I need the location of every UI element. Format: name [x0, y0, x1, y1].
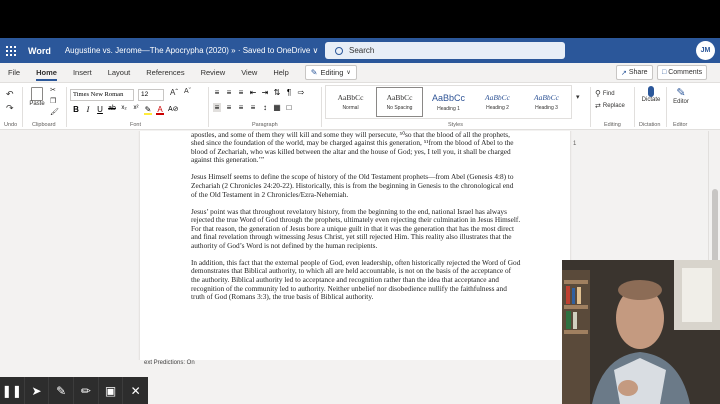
style-preview: AaBbCc	[485, 93, 510, 102]
divider	[22, 87, 23, 127]
divider	[590, 87, 591, 127]
editor-icon: ✎	[676, 87, 686, 99]
undo-icon[interactable]: ↶	[6, 89, 14, 99]
cut-icon[interactable]: ✂	[50, 87, 56, 94]
grow-font-icon[interactable]: Aˆ	[170, 88, 178, 97]
dictate-button[interactable]	[638, 86, 664, 103]
style-name: Heading 2	[486, 105, 509, 111]
comments-label: Comments	[668, 69, 703, 76]
paragraph-row-1	[213, 88, 305, 97]
webcam-feed	[562, 260, 720, 404]
document-title[interactable]: Augustine vs. Jerome—The Apocrypha (2020) » · Saved to OneDrive ∨	[64, 46, 319, 55]
pointer-icon[interactable]: ➤	[25, 377, 50, 404]
chevron-down-icon: ∨	[346, 70, 351, 76]
divider	[666, 87, 667, 127]
avatar[interactable]: JM	[696, 41, 715, 60]
style-heading-3[interactable]	[522, 86, 571, 118]
style-preview: AaBbCc	[431, 92, 466, 103]
paste-button[interactable]	[28, 87, 46, 107]
justify-icon[interactable]: ≡	[250, 103, 256, 112]
tab-references[interactable]: References	[146, 68, 185, 77]
style-name: Heading 3	[535, 105, 558, 111]
decrease-indent-icon[interactable]: ⇤	[249, 88, 257, 97]
document-body[interactable]	[191, 131, 521, 310]
clear-formatting-icon[interactable]: A⊘	[168, 106, 179, 113]
tab-help[interactable]: Help	[273, 68, 289, 77]
line-spacing-icon[interactable]: ↕	[263, 103, 267, 112]
comments-button[interactable]	[657, 65, 707, 80]
font-name-select[interactable]: Times New Roman	[70, 89, 134, 101]
bullets-icon[interactable]: ≡	[214, 88, 220, 97]
format-painter-icon[interactable]: 🖌	[50, 109, 59, 116]
highlight-icon[interactable]: ✎	[144, 105, 152, 114]
editing-mode-button[interactable]	[305, 65, 357, 80]
paragraph[interactable]: Jesus’ point was that throughout revelatory history, from the beginning to the end, national Israel has always rejected the true Word of God through the prophets, ultimately even rejecting their culmination in Jesus Himself. For that reason, the generation of Jesus bore a unique guilt in that it was the generation that has the most direct and final revelation through witnessing Jesus Christ, yet still rejected Him. This reality also illustrates that the authority of God’s Word is not defined by the human recipients.	[191, 206, 521, 250]
style-name: Normal	[342, 105, 359, 111]
share-button[interactable]	[616, 65, 653, 80]
sort-icon[interactable]: ⇅	[273, 88, 281, 97]
editing-group-label: Editing	[604, 122, 621, 128]
style-preview: AaBbCc	[386, 93, 413, 102]
paragraph[interactable]: Jesus Himself seems to define the scope of history of the Old Testament prophets—from Abel (Genesis 4:8) to Zechariah (2 Chronicles 24:20-22). Historically, this is from the beginning in Genesis to the chronological end of the Old Testament in 2 Chronicles/Ezra-Nehemiah.	[191, 172, 514, 199]
waffle-icon	[6, 46, 16, 56]
clipboard-icon	[31, 87, 43, 101]
copy-icon[interactable]: ❐	[50, 98, 57, 105]
replace-label: Replace	[602, 103, 625, 109]
shrink-font-icon[interactable]: Aˇ	[184, 88, 191, 95]
multilevel-list-icon[interactable]: ≡	[238, 88, 244, 97]
find-button[interactable]	[595, 89, 615, 98]
search-placeholder: Search	[349, 46, 375, 55]
find-label: Find	[602, 90, 615, 97]
tab-insert[interactable]: Insert	[72, 68, 92, 77]
bold-icon[interactable]: B	[73, 105, 79, 114]
font-color-icon[interactable]: A	[157, 105, 163, 114]
dictate-label: Dictate	[641, 97, 661, 103]
tab-file[interactable]: File	[8, 68, 21, 77]
align-right-icon[interactable]: ≡	[238, 103, 244, 112]
ribbon	[0, 82, 720, 130]
align-left-icon[interactable]: ≡	[214, 103, 220, 112]
dictation-group-label: Dictation	[639, 122, 661, 128]
font-format-row	[72, 105, 179, 115]
close-icon[interactable]: ✕	[130, 383, 141, 398]
ltr-icon[interactable]: ⇨	[297, 88, 305, 97]
style-preview: AaBbCc	[534, 93, 559, 102]
paragraph-row-2	[213, 103, 293, 112]
search-icon	[335, 47, 343, 55]
comment-icon: □	[662, 69, 667, 76]
borders-icon[interactable]: □	[286, 103, 292, 112]
search-input[interactable]	[325, 42, 565, 59]
page-indicator: 1	[573, 141, 577, 147]
webcam-overlay	[562, 260, 720, 404]
redo-icon[interactable]: ↷	[6, 103, 14, 113]
pen-icon[interactable]: ✎	[49, 377, 74, 404]
style-name: No Spacing	[386, 105, 413, 111]
microphone-icon	[648, 86, 654, 97]
align-center-icon[interactable]: ≡	[226, 103, 232, 112]
editor-group-label: Editor	[673, 122, 688, 128]
search-icon: ⚲	[595, 89, 601, 98]
style-preview: AaBbCc	[337, 93, 364, 102]
superscript-icon[interactable]: x²	[133, 105, 139, 111]
font-group-label: Font	[130, 122, 142, 128]
app-launcher-button[interactable]	[0, 38, 22, 63]
recording-toolbar	[0, 377, 148, 404]
camera-icon[interactable]: ▣	[99, 377, 124, 404]
share-icon: ↗	[621, 69, 627, 77]
divider	[321, 87, 322, 127]
word-online-window	[0, 38, 720, 404]
document-page[interactable]	[140, 131, 570, 360]
replace-button[interactable]	[595, 102, 625, 110]
shading-icon[interactable]: ▦	[273, 103, 281, 112]
editor-button[interactable]	[670, 86, 692, 105]
divider	[66, 87, 67, 127]
highlighter-icon[interactable]: ✏	[74, 377, 99, 404]
numbering-icon[interactable]: ≡	[226, 88, 232, 97]
editor-label: Editor	[673, 99, 689, 105]
style-heading-1[interactable]	[424, 86, 473, 118]
style-heading-2[interactable]	[473, 86, 522, 118]
replace-icon: ⇄	[595, 103, 601, 110]
undo-group-label: Undo	[4, 122, 18, 128]
subscript-icon[interactable]: x₂	[121, 105, 127, 111]
increase-indent-icon[interactable]: ⇥	[261, 88, 269, 97]
paragraph[interactable]: In addition, this fact that the external people of God, even leadership, often historically rejected the Word of God demonstrates that Biblical authority, to which all are held accountable, is not on the basis of the acceptance of the authority. Biblical authority led to acceptance and recognition rather than the idea that acceptance and recognition of the community led to authority. Neither unbelief nor disobedience nullify the faithfulness and truth of God (Romans 3:3), the true basis of Biblical authority.	[191, 257, 521, 302]
app-name[interactable]: Word	[28, 45, 51, 56]
paste-label: Paste	[29, 101, 45, 107]
italic-icon[interactable]: I	[86, 105, 90, 114]
styles-more-icon[interactable]: ▾	[576, 94, 580, 101]
pause-icon[interactable]: ❚❚	[0, 377, 25, 404]
tab-view[interactable]: View	[241, 68, 258, 77]
tab-layout[interactable]: Layout	[107, 68, 131, 77]
tab-review[interactable]: Review	[200, 68, 226, 77]
show-marks-icon[interactable]: ¶	[286, 88, 292, 97]
styles-gallery	[325, 85, 572, 119]
styles-group-label: Styles	[448, 122, 463, 128]
style-name: Heading 1	[437, 105, 460, 112]
style-no-spacing[interactable]	[375, 86, 424, 118]
style-normal[interactable]	[326, 86, 375, 118]
paragraph-group-label: Paragraph	[252, 122, 278, 128]
clipboard-group-label: Clipboard	[32, 122, 56, 128]
title-bar	[0, 38, 720, 63]
editing-mode-label: Editing	[320, 68, 344, 77]
divider	[634, 87, 635, 127]
pencil-icon: ✎	[310, 68, 318, 77]
share-label: Share	[628, 69, 648, 76]
paragraph[interactable]: apostles, and some of them they will kill and some they will persecute, ⁵⁰so that the blood of all the prophets, shed since the foundation of the world, may be charged against this generation, ⁵¹from the blood of Abel to the blood of Zechariah, who was killed between the altar and the house of God; yes, I tell you, it shall be charged against this generation.’”	[191, 131, 514, 165]
underline-icon[interactable]: U	[97, 105, 103, 114]
font-size-select[interactable]: 12	[138, 89, 164, 101]
divider	[208, 87, 209, 127]
strikethrough-icon[interactable]: ab	[108, 105, 116, 112]
tab-home[interactable]: Home	[28, 63, 65, 82]
text-predictions-status[interactable]: ext Predictions: On	[144, 360, 195, 366]
ribbon-tabs	[0, 63, 720, 82]
